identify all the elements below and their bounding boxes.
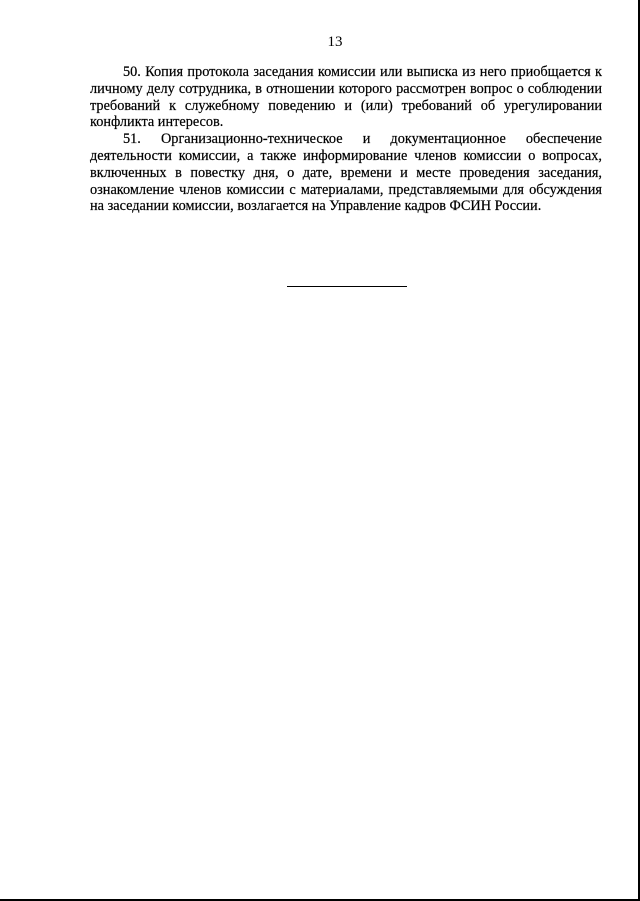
paragraph-50: 50. Копия протокола заседания комиссии или выписка из него приобщается к личному делу сотрудника, в отношении которого рассмотрен вопрос о соблюдении требований к служебному поведению и (или) требований об урегулировании конфликта интересов.	[90, 64, 602, 131]
document-body	[90, 64, 602, 215]
paragraph-51: 51. Организационно-техническое и документационное обеспечение деятельности комиссии, а также информирование членов комиссии о вопросах, включенных в повестку дня, о дате, времени и месте проведения заседания, ознакомление членов комиссии с материалами, представляемыми для обсуждения на заседании комиссии, возлагается на Управление кадров ФСИН России.	[90, 131, 602, 215]
end-of-document-rule	[287, 286, 407, 287]
page-number: 13	[327, 34, 343, 50]
